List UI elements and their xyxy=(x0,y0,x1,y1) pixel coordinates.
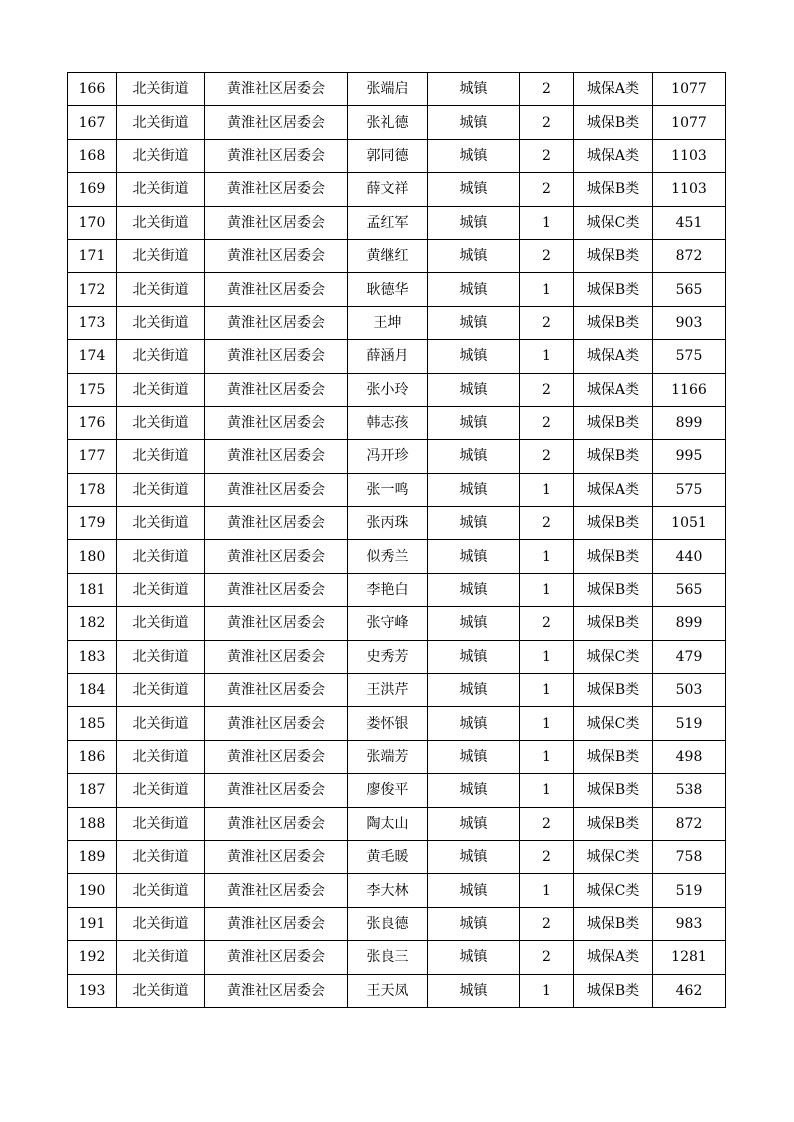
name-cell: 薛文祥 xyxy=(348,173,428,206)
row-number-cell: 188 xyxy=(68,807,117,840)
insurance-category-cell: 城保C类 xyxy=(574,640,653,673)
table-row xyxy=(68,206,726,239)
area-type-cell: 城镇 xyxy=(428,340,520,373)
name-cell: 孟红军 xyxy=(348,206,428,239)
area-type-cell: 城镇 xyxy=(428,273,520,306)
street-cell: 北关街道 xyxy=(117,106,205,139)
name-cell: 韩志孩 xyxy=(348,406,428,439)
row-number-cell: 166 xyxy=(68,73,117,106)
household-size-cell: 2 xyxy=(520,807,574,840)
table-row xyxy=(68,406,726,439)
street-cell: 北关街道 xyxy=(117,440,205,473)
row-number-cell: 170 xyxy=(68,206,117,239)
row-number-cell: 174 xyxy=(68,340,117,373)
name-cell: 张良三 xyxy=(348,941,428,974)
insurance-category-cell: 城保C类 xyxy=(574,840,653,873)
row-number-cell: 183 xyxy=(68,640,117,673)
street-cell: 北关街道 xyxy=(117,540,205,573)
amount-cell: 995 xyxy=(653,440,726,473)
row-number-cell: 189 xyxy=(68,840,117,873)
community-cell: 黄淮社区居委会 xyxy=(205,406,348,439)
insurance-category-cell: 城保B类 xyxy=(574,507,653,540)
street-cell: 北关街道 xyxy=(117,807,205,840)
area-type-cell: 城镇 xyxy=(428,941,520,974)
table-row xyxy=(68,840,726,873)
row-number-cell: 178 xyxy=(68,473,117,506)
amount-cell: 479 xyxy=(653,640,726,673)
community-cell: 黄淮社区居委会 xyxy=(205,941,348,974)
community-cell: 黄淮社区居委会 xyxy=(205,707,348,740)
community-cell: 黄淮社区居委会 xyxy=(205,840,348,873)
name-cell: 李大林 xyxy=(348,874,428,907)
table-row xyxy=(68,607,726,640)
community-cell: 黄淮社区居委会 xyxy=(205,674,348,707)
household-size-cell: 2 xyxy=(520,607,574,640)
amount-cell: 575 xyxy=(653,340,726,373)
household-size-cell: 2 xyxy=(520,139,574,172)
street-cell: 北关街道 xyxy=(117,507,205,540)
insurance-category-cell: 城保B类 xyxy=(574,907,653,940)
name-cell: 王洪芹 xyxy=(348,674,428,707)
street-cell: 北关街道 xyxy=(117,907,205,940)
insurance-category-cell: 城保B类 xyxy=(574,607,653,640)
area-type-cell: 城镇 xyxy=(428,874,520,907)
row-number-cell: 172 xyxy=(68,273,117,306)
name-cell: 薛涵月 xyxy=(348,340,428,373)
insurance-category-cell: 城保C类 xyxy=(574,707,653,740)
street-cell: 北关街道 xyxy=(117,139,205,172)
table-row xyxy=(68,173,726,206)
row-number-cell: 176 xyxy=(68,406,117,439)
community-cell: 黄淮社区居委会 xyxy=(205,106,348,139)
row-number-cell: 173 xyxy=(68,306,117,339)
household-size-cell: 2 xyxy=(520,507,574,540)
area-type-cell: 城镇 xyxy=(428,774,520,807)
amount-cell: 565 xyxy=(653,273,726,306)
insurance-category-cell: 城保B类 xyxy=(574,774,653,807)
household-size-cell: 2 xyxy=(520,306,574,339)
name-cell: 陶太山 xyxy=(348,807,428,840)
name-cell: 张丙珠 xyxy=(348,507,428,540)
name-cell: 张良德 xyxy=(348,907,428,940)
insurance-category-cell: 城保A类 xyxy=(574,340,653,373)
table-row xyxy=(68,807,726,840)
insurance-category-cell: 城保B类 xyxy=(574,273,653,306)
name-cell: 黄毛暖 xyxy=(348,840,428,873)
amount-cell: 758 xyxy=(653,840,726,873)
amount-cell: 565 xyxy=(653,573,726,606)
table-row xyxy=(68,707,726,740)
amount-cell: 519 xyxy=(653,874,726,907)
name-cell: 张一鸣 xyxy=(348,473,428,506)
street-cell: 北关街道 xyxy=(117,373,205,406)
area-type-cell: 城镇 xyxy=(428,573,520,606)
name-cell: 娄怀银 xyxy=(348,707,428,740)
amount-cell: 1103 xyxy=(653,173,726,206)
amount-cell: 440 xyxy=(653,540,726,573)
household-size-cell: 2 xyxy=(520,941,574,974)
street-cell: 北关街道 xyxy=(117,941,205,974)
area-type-cell: 城镇 xyxy=(428,640,520,673)
area-type-cell: 城镇 xyxy=(428,406,520,439)
household-size-cell: 2 xyxy=(520,373,574,406)
community-cell: 黄淮社区居委会 xyxy=(205,473,348,506)
amount-cell: 903 xyxy=(653,306,726,339)
insurance-category-cell: 城保A类 xyxy=(574,373,653,406)
area-type-cell: 城镇 xyxy=(428,73,520,106)
insurance-category-cell: 城保B类 xyxy=(574,173,653,206)
insurance-category-cell: 城保A类 xyxy=(574,73,653,106)
household-size-cell: 1 xyxy=(520,473,574,506)
insurance-category-cell: 城保B类 xyxy=(574,807,653,840)
amount-cell: 503 xyxy=(653,674,726,707)
amount-cell: 462 xyxy=(653,974,726,1007)
household-size-cell: 1 xyxy=(520,740,574,773)
area-type-cell: 城镇 xyxy=(428,139,520,172)
area-type-cell: 城镇 xyxy=(428,707,520,740)
household-size-cell: 1 xyxy=(520,707,574,740)
table-row xyxy=(68,740,726,773)
street-cell: 北关街道 xyxy=(117,206,205,239)
household-size-cell: 2 xyxy=(520,73,574,106)
table-row xyxy=(68,340,726,373)
area-type-cell: 城镇 xyxy=(428,840,520,873)
name-cell: 张端芳 xyxy=(348,740,428,773)
insurance-category-cell: 城保A类 xyxy=(574,941,653,974)
row-number-cell: 186 xyxy=(68,740,117,773)
area-type-cell: 城镇 xyxy=(428,206,520,239)
row-number-cell: 193 xyxy=(68,974,117,1007)
amount-cell: 1166 xyxy=(653,373,726,406)
table-row xyxy=(68,373,726,406)
name-cell: 张端启 xyxy=(348,73,428,106)
amount-cell: 872 xyxy=(653,807,726,840)
name-cell: 王天凤 xyxy=(348,974,428,1007)
community-cell: 黄淮社区居委会 xyxy=(205,239,348,272)
street-cell: 北关街道 xyxy=(117,874,205,907)
name-cell: 廖俊平 xyxy=(348,774,428,807)
area-type-cell: 城镇 xyxy=(428,373,520,406)
household-size-cell: 1 xyxy=(520,540,574,573)
area-type-cell: 城镇 xyxy=(428,540,520,573)
area-type-cell: 城镇 xyxy=(428,239,520,272)
name-cell: 张礼德 xyxy=(348,106,428,139)
name-cell: 王坤 xyxy=(348,306,428,339)
row-number-cell: 185 xyxy=(68,707,117,740)
amount-cell: 899 xyxy=(653,406,726,439)
household-size-cell: 2 xyxy=(520,440,574,473)
name-cell: 似秀兰 xyxy=(348,540,428,573)
household-size-cell: 1 xyxy=(520,774,574,807)
street-cell: 北关街道 xyxy=(117,840,205,873)
table-row xyxy=(68,540,726,573)
table-row xyxy=(68,273,726,306)
community-cell: 黄淮社区居委会 xyxy=(205,573,348,606)
area-type-cell: 城镇 xyxy=(428,507,520,540)
street-cell: 北关街道 xyxy=(117,406,205,439)
household-size-cell: 1 xyxy=(520,573,574,606)
household-size-cell: 2 xyxy=(520,239,574,272)
beneficiary-table-body xyxy=(68,73,726,1008)
household-size-cell: 1 xyxy=(520,206,574,239)
insurance-category-cell: 城保B类 xyxy=(574,740,653,773)
row-number-cell: 167 xyxy=(68,106,117,139)
street-cell: 北关街道 xyxy=(117,740,205,773)
name-cell: 冯开珍 xyxy=(348,440,428,473)
household-size-cell: 2 xyxy=(520,106,574,139)
amount-cell: 983 xyxy=(653,907,726,940)
amount-cell: 872 xyxy=(653,239,726,272)
street-cell: 北关街道 xyxy=(117,674,205,707)
table-row xyxy=(68,974,726,1007)
area-type-cell: 城镇 xyxy=(428,473,520,506)
street-cell: 北关街道 xyxy=(117,607,205,640)
community-cell: 黄淮社区居委会 xyxy=(205,874,348,907)
name-cell: 李艳白 xyxy=(348,573,428,606)
name-cell: 郭同德 xyxy=(348,139,428,172)
street-cell: 北关街道 xyxy=(117,306,205,339)
community-cell: 黄淮社区居委会 xyxy=(205,206,348,239)
amount-cell: 538 xyxy=(653,774,726,807)
community-cell: 黄淮社区居委会 xyxy=(205,273,348,306)
community-cell: 黄淮社区居委会 xyxy=(205,173,348,206)
insurance-category-cell: 城保B类 xyxy=(574,239,653,272)
area-type-cell: 城镇 xyxy=(428,440,520,473)
row-number-cell: 175 xyxy=(68,373,117,406)
table-row xyxy=(68,139,726,172)
table-row xyxy=(68,239,726,272)
name-cell: 张小玲 xyxy=(348,373,428,406)
street-cell: 北关街道 xyxy=(117,473,205,506)
name-cell: 张守峰 xyxy=(348,607,428,640)
area-type-cell: 城镇 xyxy=(428,807,520,840)
name-cell: 黄继红 xyxy=(348,239,428,272)
community-cell: 黄淮社区居委会 xyxy=(205,540,348,573)
row-number-cell: 169 xyxy=(68,173,117,206)
community-cell: 黄淮社区居委会 xyxy=(205,507,348,540)
community-cell: 黄淮社区居委会 xyxy=(205,306,348,339)
row-number-cell: 191 xyxy=(68,907,117,940)
household-size-cell: 1 xyxy=(520,974,574,1007)
amount-cell: 575 xyxy=(653,473,726,506)
row-number-cell: 190 xyxy=(68,874,117,907)
table-row xyxy=(68,507,726,540)
household-size-cell: 1 xyxy=(520,874,574,907)
row-number-cell: 180 xyxy=(68,540,117,573)
name-cell: 史秀芳 xyxy=(348,640,428,673)
table-row xyxy=(68,674,726,707)
insurance-category-cell: 城保A类 xyxy=(574,139,653,172)
amount-cell: 519 xyxy=(653,707,726,740)
insurance-category-cell: 城保B类 xyxy=(574,974,653,1007)
community-cell: 黄淮社区居委会 xyxy=(205,740,348,773)
table-row xyxy=(68,106,726,139)
row-number-cell: 182 xyxy=(68,607,117,640)
community-cell: 黄淮社区居委会 xyxy=(205,807,348,840)
table-row xyxy=(68,73,726,106)
community-cell: 黄淮社区居委会 xyxy=(205,974,348,1007)
insurance-category-cell: 城保A类 xyxy=(574,473,653,506)
street-cell: 北关街道 xyxy=(117,239,205,272)
area-type-cell: 城镇 xyxy=(428,173,520,206)
street-cell: 北关街道 xyxy=(117,273,205,306)
street-cell: 北关街道 xyxy=(117,707,205,740)
table-row xyxy=(68,306,726,339)
street-cell: 北关街道 xyxy=(117,573,205,606)
area-type-cell: 城镇 xyxy=(428,674,520,707)
table-row xyxy=(68,640,726,673)
household-size-cell: 2 xyxy=(520,840,574,873)
area-type-cell: 城镇 xyxy=(428,907,520,940)
street-cell: 北关街道 xyxy=(117,640,205,673)
community-cell: 黄淮社区居委会 xyxy=(205,774,348,807)
table-row xyxy=(68,874,726,907)
insurance-category-cell: 城保B类 xyxy=(574,106,653,139)
amount-cell: 1077 xyxy=(653,106,726,139)
community-cell: 黄淮社区居委会 xyxy=(205,139,348,172)
community-cell: 黄淮社区居委会 xyxy=(205,340,348,373)
street-cell: 北关街道 xyxy=(117,73,205,106)
community-cell: 黄淮社区居委会 xyxy=(205,440,348,473)
household-size-cell: 2 xyxy=(520,406,574,439)
area-type-cell: 城镇 xyxy=(428,607,520,640)
table-row xyxy=(68,440,726,473)
community-cell: 黄淮社区居委会 xyxy=(205,73,348,106)
row-number-cell: 187 xyxy=(68,774,117,807)
community-cell: 黄淮社区居委会 xyxy=(205,373,348,406)
area-type-cell: 城镇 xyxy=(428,106,520,139)
amount-cell: 498 xyxy=(653,740,726,773)
household-size-cell: 1 xyxy=(520,640,574,673)
area-type-cell: 城镇 xyxy=(428,306,520,339)
table-row xyxy=(68,473,726,506)
household-size-cell: 1 xyxy=(520,674,574,707)
household-size-cell: 1 xyxy=(520,340,574,373)
amount-cell: 451 xyxy=(653,206,726,239)
row-number-cell: 192 xyxy=(68,941,117,974)
amount-cell: 1051 xyxy=(653,507,726,540)
household-size-cell: 1 xyxy=(520,273,574,306)
table-row xyxy=(68,907,726,940)
amount-cell: 1281 xyxy=(653,941,726,974)
row-number-cell: 177 xyxy=(68,440,117,473)
table-row xyxy=(68,573,726,606)
household-size-cell: 2 xyxy=(520,173,574,206)
community-cell: 黄淮社区居委会 xyxy=(205,607,348,640)
insurance-category-cell: 城保B类 xyxy=(574,674,653,707)
amount-cell: 1077 xyxy=(653,73,726,106)
community-cell: 黄淮社区居委会 xyxy=(205,907,348,940)
community-cell: 黄淮社区居委会 xyxy=(205,640,348,673)
row-number-cell: 168 xyxy=(68,139,117,172)
beneficiary-table xyxy=(67,72,726,1008)
insurance-category-cell: 城保C类 xyxy=(574,206,653,239)
insurance-category-cell: 城保B类 xyxy=(574,440,653,473)
street-cell: 北关街道 xyxy=(117,974,205,1007)
street-cell: 北关街道 xyxy=(117,173,205,206)
insurance-category-cell: 城保C类 xyxy=(574,874,653,907)
insurance-category-cell: 城保B类 xyxy=(574,306,653,339)
area-type-cell: 城镇 xyxy=(428,974,520,1007)
table-row xyxy=(68,774,726,807)
household-size-cell: 2 xyxy=(520,907,574,940)
insurance-category-cell: 城保B类 xyxy=(574,540,653,573)
amount-cell: 899 xyxy=(653,607,726,640)
insurance-category-cell: 城保B类 xyxy=(574,406,653,439)
insurance-category-cell: 城保B类 xyxy=(574,573,653,606)
name-cell: 耿德华 xyxy=(348,273,428,306)
area-type-cell: 城镇 xyxy=(428,740,520,773)
row-number-cell: 171 xyxy=(68,239,117,272)
street-cell: 北关街道 xyxy=(117,340,205,373)
row-number-cell: 181 xyxy=(68,573,117,606)
row-number-cell: 184 xyxy=(68,674,117,707)
amount-cell: 1103 xyxy=(653,139,726,172)
table-row xyxy=(68,941,726,974)
row-number-cell: 179 xyxy=(68,507,117,540)
street-cell: 北关街道 xyxy=(117,774,205,807)
